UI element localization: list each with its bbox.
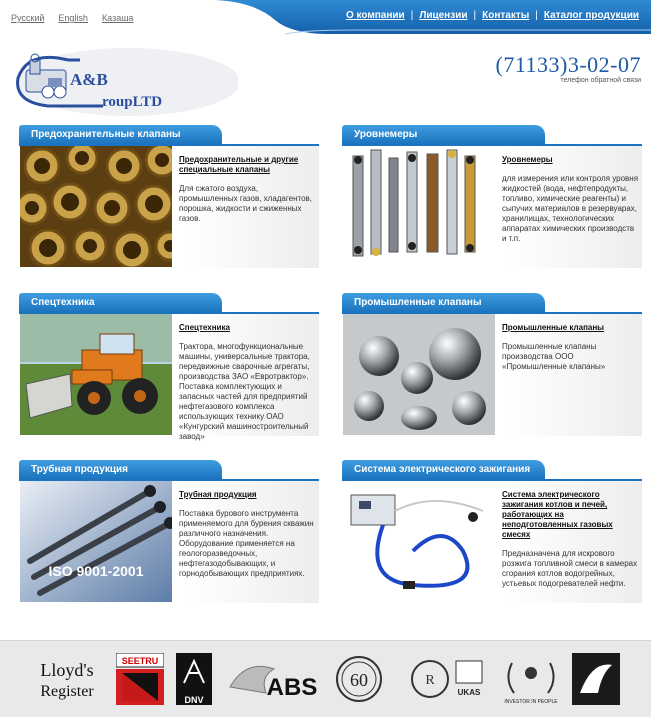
abs-logo <box>226 653 322 705</box>
card-title[interactable]: Уровнемеры <box>502 155 553 164</box>
card-safety-valves <box>19 125 319 268</box>
card-ignition-system <box>342 460 642 603</box>
level-gauges-image[interactable] <box>343 146 495 267</box>
sixty-years-logo <box>334 653 384 705</box>
svg-text:UKAS: UKAS <box>457 688 481 697</box>
lang-english[interactable]: English <box>58 13 88 23</box>
svg-text:R: R <box>425 673 435 688</box>
ignition-device-image[interactable] <box>343 481 495 602</box>
seetru-logo <box>116 653 164 705</box>
nav-separator: | <box>535 10 538 21</box>
steel-balls-image[interactable] <box>343 314 495 435</box>
card-desc: Трактора, многофункциональные машины, универсальные трактора, передвижные сварочные агрегаты, производства ЗАО «Евротрактор». Поставка комплектующих и запасных частей для предприятий нефтегазового комплекса использующих технику ОАО «Кунгурский машиностроительный завод» <box>179 342 310 441</box>
svg-text:INVESTOR IN PEOPLE: INVESTOR IN PEOPLE <box>504 699 558 705</box>
card-industrial-valves <box>342 293 642 436</box>
svg-text:60: 60 <box>350 670 368 690</box>
svg-text:ABS: ABS <box>266 674 318 701</box>
card-tab[interactable]: Промышленные клапаны <box>342 293 545 312</box>
card-title[interactable]: Предохранительные и другие специальные клапаны <box>179 155 299 174</box>
card-title[interactable]: Система электрического зажигания котлов и печей, работающих на неподготовленных газовых смесях <box>502 490 613 539</box>
card-pipe-products <box>19 460 319 603</box>
svg-text:Lloyd's: Lloyd's <box>40 660 94 680</box>
svg-text:DNV: DNV <box>184 695 204 705</box>
phone-block <box>496 52 642 84</box>
card-tab[interactable]: Предохранительные клапаны <box>19 125 222 144</box>
card-desc: Предназначена для искрового розжига топливной смеси в камерах сгорания котлов водогрейных, устьевых подогревателей нефти. <box>502 549 638 588</box>
nav-contacts[interactable]: Контакты <box>482 10 530 21</box>
drill-pipes-image[interactable] <box>20 481 172 602</box>
card-tab[interactable]: Трубная продукция <box>19 460 222 479</box>
phone-caption: телефон обратной связи <box>560 77 641 84</box>
valves-image[interactable] <box>20 146 172 267</box>
footer-certifications <box>0 640 651 717</box>
main-nav <box>215 0 651 34</box>
nav-about[interactable]: О компании <box>345 10 405 21</box>
phone-number[interactable]: (71133)3-02-07 <box>495 52 641 77</box>
card-desc: Поставка бурового инструмента применяемого для бурения скважин различного назначения. Оборудование применяется на геологоразведочных, нефтегазодобывающих, и горнодобывающих предприятиях. <box>179 509 314 578</box>
svg-text:ISO 9001-2001 <box>49 563 144 579</box>
logo-text: A&B <box>70 70 108 89</box>
company-logo[interactable] <box>8 40 238 120</box>
svg-text:SEETRU: SEETRU <box>121 656 159 666</box>
ukas-certification-logo <box>410 653 490 705</box>
card-level-gauges <box>342 125 642 268</box>
lang-russian[interactable]: Русский <box>11 13 45 23</box>
lloyds-register-logo <box>32 653 102 705</box>
dnv-logo <box>176 653 212 705</box>
bird-brand-logo <box>572 653 620 705</box>
svg-text:Register: Register <box>40 683 94 700</box>
card-desc: для измерения или контроля уровня жидкостей (вода, нефтепродукты, топливо, химические реагенты) и сыпучих материалов в резервуарах, хранилищах, технологических аппаратах химических производств и т.п. <box>502 174 639 243</box>
card-desc: Промышленные клапаны производства ООО «Промышленные клапаны» <box>502 342 606 371</box>
card-title[interactable]: Трубная продукция <box>179 490 257 499</box>
top-bar <box>0 0 651 34</box>
tractor-image[interactable] <box>20 314 172 435</box>
card-title[interactable]: Спецтехника <box>179 323 230 332</box>
nav-separator: | <box>410 10 414 21</box>
investor-in-people-logo <box>500 653 562 705</box>
card-tab[interactable]: Система электрического зажигания <box>342 460 545 479</box>
nav-catalog[interactable]: Каталог продукции <box>543 10 639 21</box>
language-switcher <box>11 13 133 23</box>
nav-licenses[interactable]: Лицензии <box>419 10 468 21</box>
card-tab[interactable]: Уровнемеры <box>342 125 545 144</box>
card-special-machinery <box>19 293 319 441</box>
iso-badge: ISO 9001-2001 <box>48 563 144 579</box>
card-title[interactable]: Промышленные клапаны <box>502 323 605 332</box>
card-desc: Для сжатого воздуха, промышленных газов, хладагентов, порошка, жидкости и сжиженных газов. <box>179 184 312 223</box>
nav-separator: | <box>473 10 477 21</box>
logo-sub: roupLTD <box>102 94 163 110</box>
lang-kazakh[interactable]: Казаша <box>101 13 134 23</box>
card-tab[interactable]: Спецтехника <box>19 293 222 312</box>
